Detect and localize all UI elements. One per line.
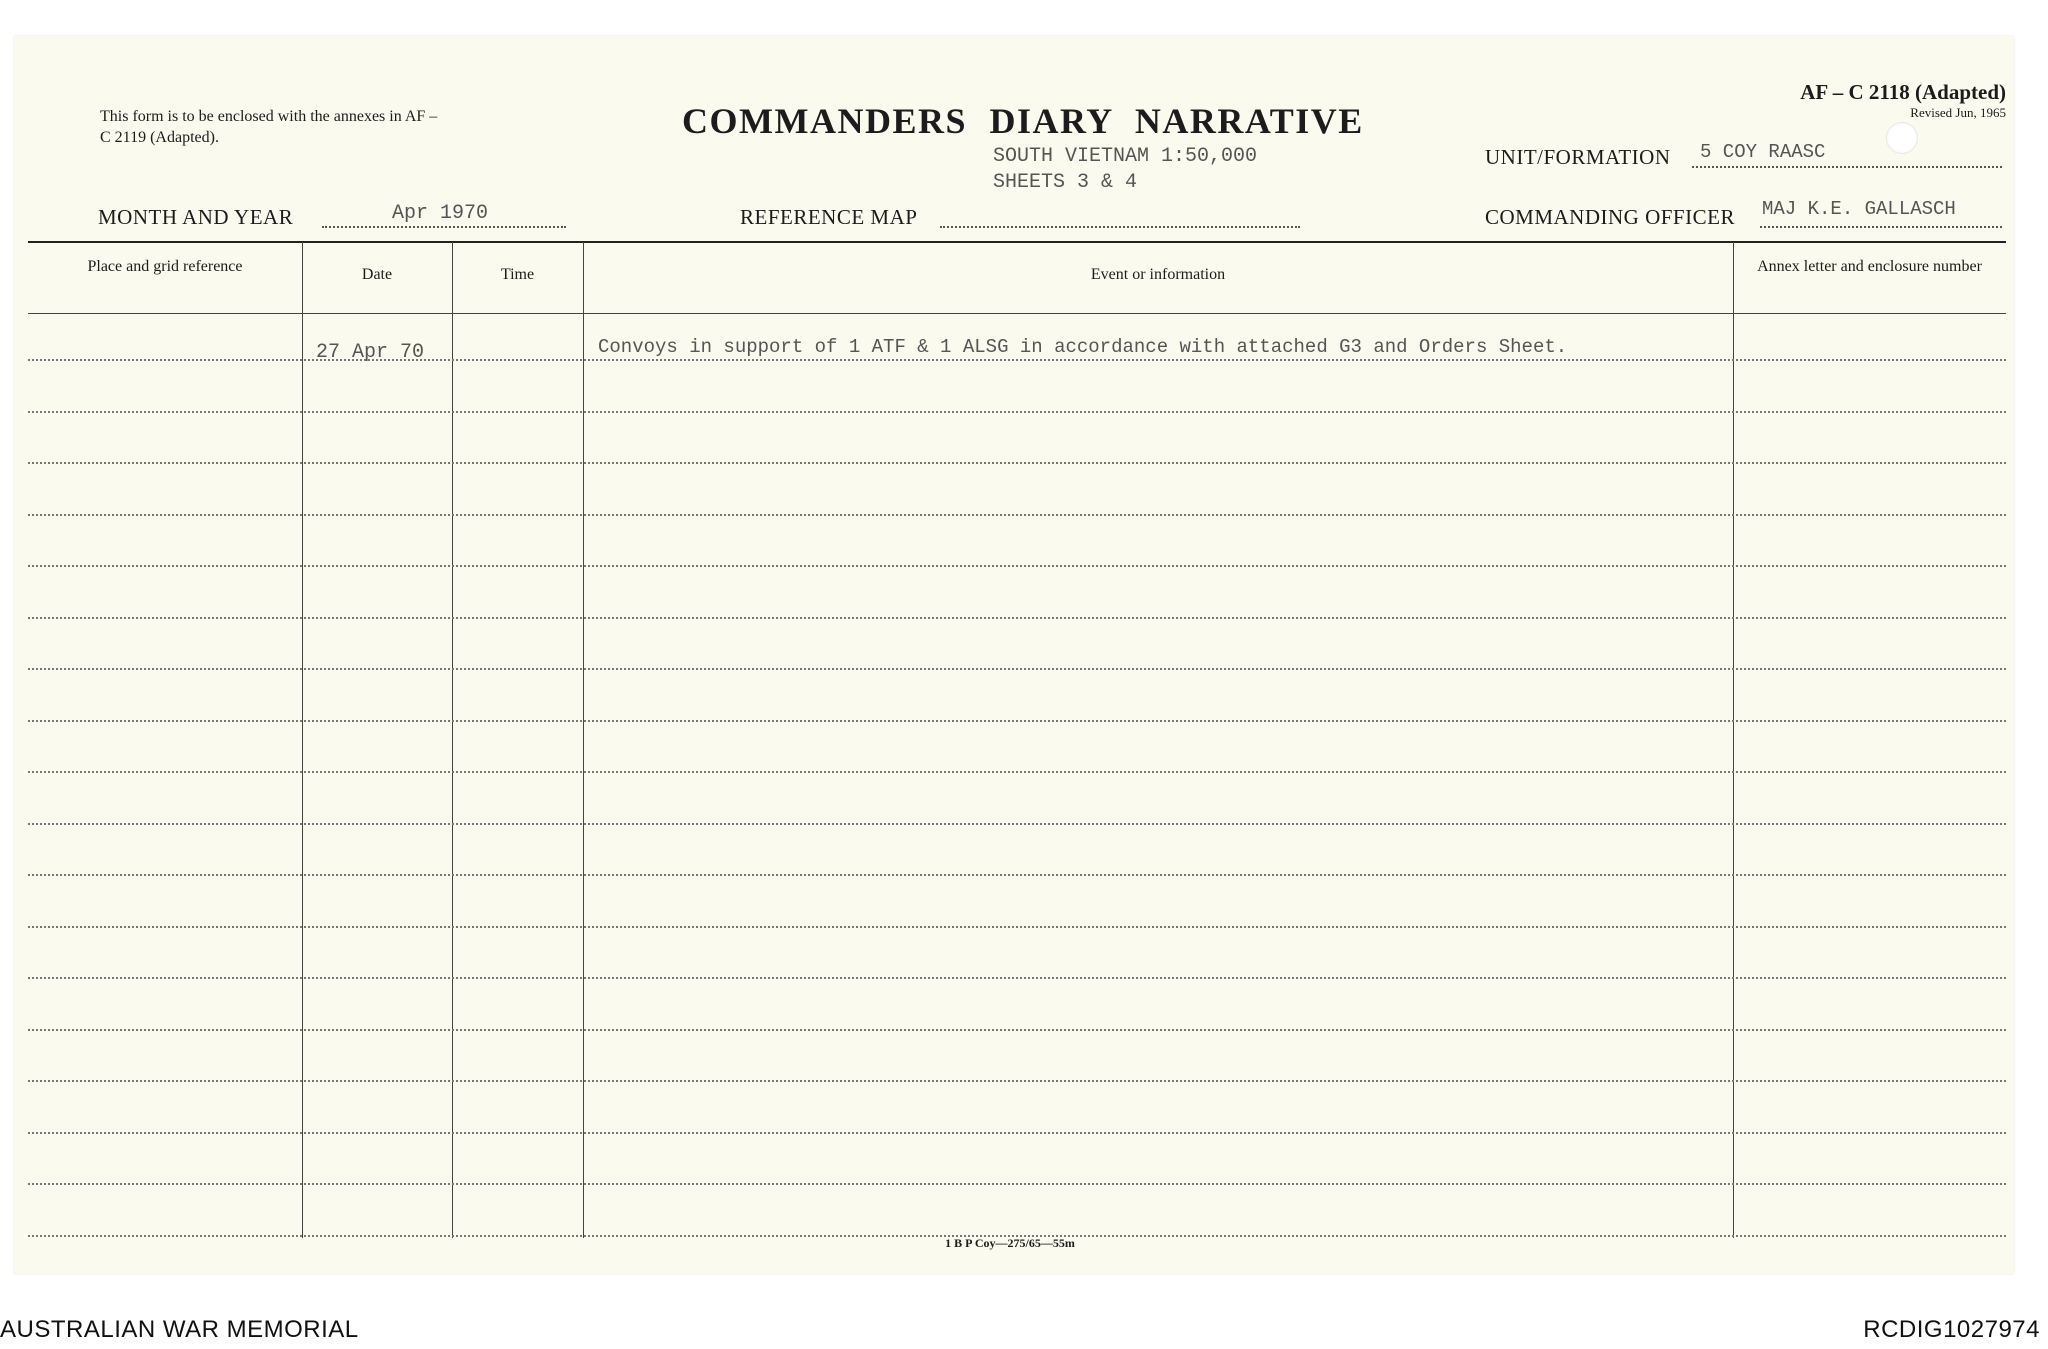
header-place-grid-reference: Place and grid reference	[87, 258, 243, 275]
entry-date: 27 Apr 70	[316, 341, 425, 364]
row-rule	[28, 1183, 2006, 1185]
form-code: AF – C 2118 (Adapted)	[1800, 80, 2006, 104]
month-year-value: Apr 1970	[392, 202, 489, 225]
reference-map-value-line1: SOUTH VIETNAM 1:50,000	[993, 145, 1258, 168]
form-title: COMMANDERS DIARY NARRATIVE	[682, 101, 1364, 141]
header-date: Date	[361, 266, 393, 283]
printer-imprint: 1 B P Coy—275/65—55m	[945, 1236, 1075, 1250]
row-rule	[28, 565, 2006, 567]
row-rule	[28, 977, 2006, 979]
header-event-information: Event or information	[1090, 266, 1226, 283]
form-revised-date: Revised Jun, 1965	[1910, 105, 2006, 120]
column-divider-time-event	[583, 242, 584, 1238]
entry-event: Convoys in support of 1 ATF & 1 ALSG in accordance with attached G3 and Orders Sheet.	[598, 336, 1568, 358]
row-rule	[28, 874, 2006, 876]
row-rule	[28, 926, 2006, 928]
column-divider-date-time	[452, 242, 453, 1238]
month-year-label: MONTH AND YEAR	[98, 205, 294, 229]
row-rule	[28, 462, 2006, 464]
row-rule	[28, 514, 2006, 516]
header-time: Time	[500, 266, 535, 283]
reference-map-value-line2: SHEETS 3 & 4	[993, 171, 1138, 194]
archive-reference-id: RCDIG1027974	[1863, 1316, 2040, 1343]
row-rule	[28, 1132, 2006, 1134]
commanding-officer-dots	[1760, 226, 2002, 228]
enclosure-note: This form is to be enclosed with the annexes in AF – C 2119 (Adapted).	[100, 108, 438, 146]
table-header-rule	[28, 313, 2006, 314]
table-top-rule	[28, 241, 2006, 243]
row-rule	[28, 617, 2006, 619]
month-year-dots	[322, 226, 566, 228]
row-rule	[28, 823, 2006, 825]
punch-hole	[1886, 122, 1918, 154]
unit-formation-label: UNIT/FORMATION	[1485, 145, 1671, 169]
unit-formation-value: 5 COY RAASC	[1700, 141, 1826, 163]
row-rule	[28, 1080, 2006, 1082]
archive-name: AUSTRALIAN WAR MEMORIAL	[0, 1316, 359, 1343]
column-divider-event-annex	[1733, 242, 1734, 1238]
commanding-officer-label: COMMANDING OFFICER	[1485, 205, 1735, 229]
column-divider-place-date	[302, 242, 303, 1238]
unit-formation-dots	[1692, 166, 2002, 168]
row-rule	[28, 720, 2006, 722]
header-annex-enclosure: Annex letter and enclosure number	[1757, 258, 1982, 275]
reference-map-dots	[940, 226, 1300, 228]
row-rule	[28, 771, 2006, 773]
commanding-officer-value: MAJ K.E. GALLASCH	[1762, 198, 1956, 220]
row-rule	[28, 668, 2006, 670]
row-rule	[28, 1029, 2006, 1031]
reference-map-label: REFERENCE MAP	[740, 205, 918, 229]
row-rule	[28, 411, 2006, 413]
